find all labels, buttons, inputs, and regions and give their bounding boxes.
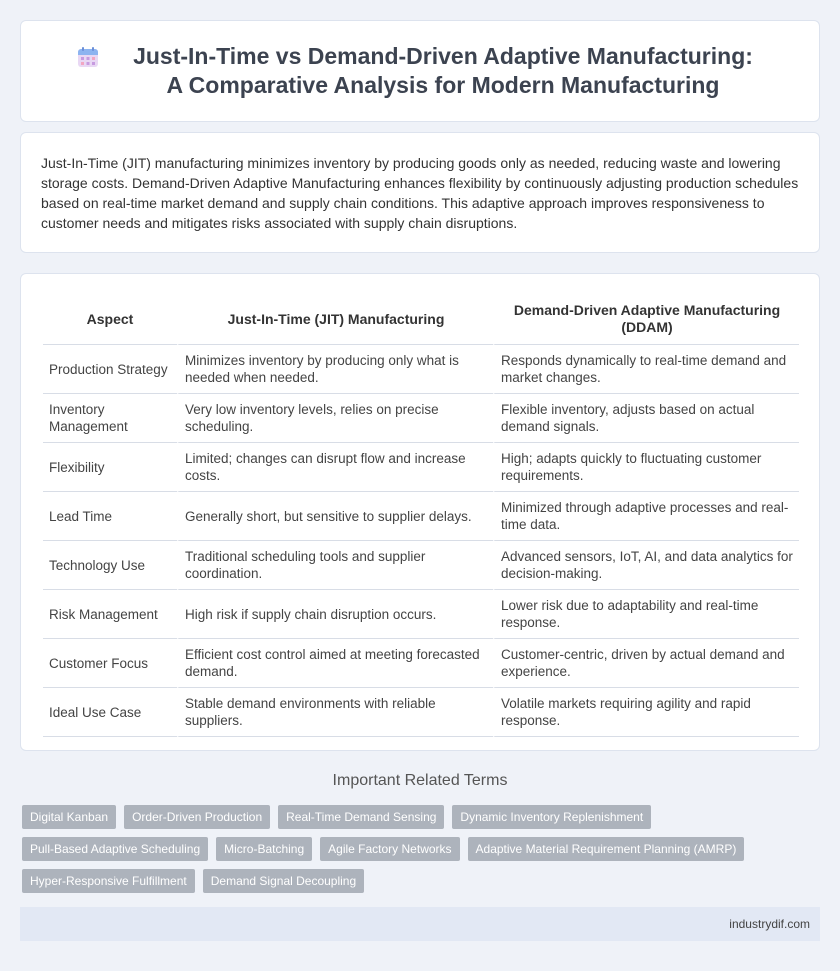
header-jit: Just-In-Time (JIT) Manufacturing bbox=[177, 294, 493, 345]
related-terms-heading: Important Related Terms bbox=[332, 772, 508, 789]
comparison-table bbox=[43, 294, 799, 737]
table-row bbox=[43, 590, 799, 639]
row-ddam: Lower risk due to adaptability and real-time response. bbox=[493, 590, 799, 639]
row-ddam: Responds dynamically to real-time demand and market changes. bbox=[493, 345, 799, 394]
footer-site-link[interactable]: industrydif.com bbox=[729, 917, 810, 931]
row-jit: Limited; changes can disrupt flow and increase costs. bbox=[177, 443, 493, 492]
footer bbox=[20, 907, 820, 941]
header-ddam: Demand-Driven Adaptive Manufacturing (DDAM) bbox=[493, 294, 799, 345]
row-jit: High risk if supply chain disruption occurs. bbox=[177, 590, 493, 639]
tag-row bbox=[22, 805, 822, 829]
table-header-row bbox=[43, 294, 799, 345]
tag-digital-kanban[interactable]: Digital Kanban bbox=[22, 805, 116, 829]
header-aspect: Aspect bbox=[43, 294, 177, 345]
table-row bbox=[43, 345, 799, 394]
tag-pull-based-adaptive-scheduling[interactable]: Pull-Based Adaptive Scheduling bbox=[22, 837, 208, 861]
related-terms-tags bbox=[22, 805, 822, 901]
row-ddam: High; adapts quickly to fluctuating customer requirements. bbox=[493, 443, 799, 492]
row-ddam: Customer-centric, driven by actual demand and experience. bbox=[493, 639, 799, 688]
title-card bbox=[20, 20, 820, 122]
row-aspect: Production Strategy bbox=[43, 345, 177, 394]
row-aspect: Flexibility bbox=[43, 443, 177, 492]
calendar-icon bbox=[77, 46, 99, 68]
tag-agile-factory-networks[interactable]: Agile Factory Networks bbox=[320, 837, 459, 861]
tag-hyper-responsive-fulfillment[interactable]: Hyper-Responsive Fulfillment bbox=[22, 869, 195, 893]
table-row bbox=[43, 639, 799, 688]
row-aspect: Ideal Use Case bbox=[43, 688, 177, 737]
row-aspect: Inventory Management bbox=[43, 394, 177, 443]
intro-card bbox=[20, 132, 820, 253]
tag-real-time-demand-sensing[interactable]: Real-Time Demand Sensing bbox=[278, 805, 444, 829]
tag-order-driven-production[interactable]: Order-Driven Production bbox=[124, 805, 270, 829]
tag-dynamic-inventory-replenishment[interactable]: Dynamic Inventory Replenishment bbox=[452, 805, 651, 829]
row-ddam: Minimized through adaptive processes and real-time data. bbox=[493, 492, 799, 541]
row-jit: Efficient cost control aimed at meeting forecasted demand. bbox=[177, 639, 493, 688]
row-jit: Minimizes inventory by producing only what is needed when needed. bbox=[177, 345, 493, 394]
row-aspect: Lead Time bbox=[43, 492, 177, 541]
row-jit: Generally short, but sensitive to supplier delays. bbox=[177, 492, 493, 541]
row-ddam: Volatile markets requiring agility and rapid response. bbox=[493, 688, 799, 737]
intro-paragraph: Just-In-Time (JIT) manufacturing minimizes inventory by producing goods only as needed, reducing waste and lowering storage costs. Demand-Driven Adaptive Manufacturing enhances flexibility by continuously adjusting production schedules based on real-time market demand and supply chain conditions. This adaptive approach improves responsiveness to customer needs and mitigates risks associated with supply chain disruptions. bbox=[41, 155, 799, 231]
table-row bbox=[43, 541, 799, 590]
row-aspect: Customer Focus bbox=[43, 639, 177, 688]
table-row bbox=[43, 688, 799, 737]
row-jit: Traditional scheduling tools and supplier coordination. bbox=[177, 541, 493, 590]
tag-amrp[interactable]: Adaptive Material Requirement Planning (AMRP) bbox=[468, 837, 745, 861]
tag-row bbox=[22, 869, 822, 893]
row-aspect: Technology Use bbox=[43, 541, 177, 590]
row-jit: Stable demand environments with reliable suppliers. bbox=[177, 688, 493, 737]
tag-demand-signal-decoupling[interactable]: Demand Signal Decoupling bbox=[203, 869, 364, 893]
tag-row bbox=[22, 837, 822, 861]
table-row bbox=[43, 394, 799, 443]
row-ddam: Advanced sensors, IoT, AI, and data analytics for decision-making. bbox=[493, 541, 799, 590]
table-row bbox=[43, 492, 799, 541]
row-jit: Very low inventory levels, relies on precise scheduling. bbox=[177, 394, 493, 443]
row-ddam: Flexible inventory, adjusts based on actual demand signals. bbox=[493, 394, 799, 443]
comparison-table-card bbox=[20, 273, 820, 751]
tag-micro-batching[interactable]: Micro-Batching bbox=[216, 837, 312, 861]
page-title: Just-In-Time vs Demand-Driven Adaptive Manufacturing: A Comparative Analysis for Modern Manufacturing bbox=[133, 43, 753, 98]
row-aspect: Risk Management bbox=[43, 590, 177, 639]
table-row bbox=[43, 443, 799, 492]
